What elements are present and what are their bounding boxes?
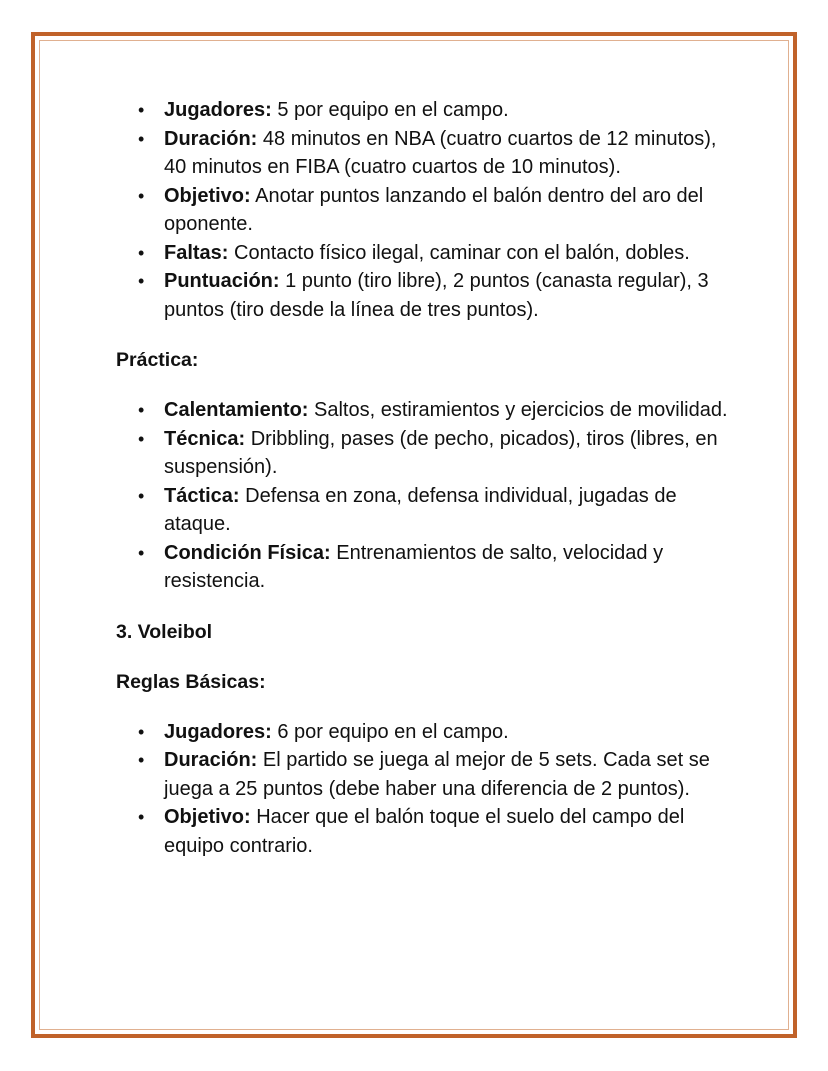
item-label: Objetivo:: [164, 806, 251, 828]
item-text: Saltos, estiramientos y ejercicios de movilidad.: [308, 399, 728, 421]
item-text: 6 por equipo en el campo.: [271, 720, 509, 743]
section-heading-practica: Práctica:: [116, 349, 199, 371]
item-label: Táctica:: [164, 484, 240, 507]
item-label: Condición Física:: [164, 541, 331, 564]
list-item: [116, 239, 736, 268]
list-item: [116, 396, 736, 425]
item-label: Duración:: [164, 749, 258, 771]
section-heading-voleibol: 3. Voleibol: [116, 620, 213, 643]
item-text: Defensa en zona, defensa individual, jugadas de ataque.: [164, 484, 677, 535]
list-item: [116, 746, 736, 803]
list-item: [116, 539, 736, 596]
item-label: Jugadores:: [164, 99, 272, 121]
item-text: Dribbling, pases (de pecho, picados), tiros (libres, en suspensión).: [164, 427, 718, 478]
volleyball-rules-list: [116, 718, 736, 861]
list-item: [116, 425, 736, 482]
item-label: Técnica:: [164, 427, 246, 450]
list-item: [116, 182, 736, 239]
item-text: Hacer que el balón toque el suelo del campo del equipo contrario.: [164, 806, 685, 857]
item-label: Faltas:: [164, 241, 229, 264]
item-label: Objetivo:: [164, 184, 251, 207]
item-label: Puntuación:: [164, 270, 280, 292]
basketball-rules-list: [116, 96, 736, 324]
item-text: 48 minutos en NBA (cuatro cuartos de 12 minutos), 40 minutos en FIBA (cuatro cuartos de 10 minutos).: [164, 127, 717, 178]
list-item: [116, 803, 736, 860]
item-text: Anotar puntos lanzando el balón dentro del aro del oponente.: [164, 184, 704, 235]
item-text: Contacto físico ilegal, caminar con el balón, dobles.: [228, 241, 690, 264]
section-heading-reglas: Reglas Básicas:: [116, 670, 266, 693]
item-label: Duración:: [164, 127, 258, 150]
list-item: [116, 96, 736, 125]
list-item: [116, 482, 736, 539]
item-label: Calentamiento:: [164, 399, 309, 421]
list-item: [116, 718, 736, 747]
item-text: El partido se juega al mejor de 5 sets. Cada set se juega a 25 puntos (debe haber una diferencia de 2 puntos).: [164, 749, 710, 800]
practice-list: [116, 396, 736, 596]
item-text: Entrenamientos de salto, velocidad y resistencia.: [164, 541, 664, 592]
item-text: 5 por equipo en el campo.: [271, 99, 509, 121]
document-content: [116, 96, 736, 860]
item-label: Jugadores:: [164, 720, 272, 743]
list-item: [116, 125, 736, 182]
item-text: 1 punto (tiro libre), 2 puntos (canasta regular), 3 puntos (tiro desde la línea de tres puntos).: [164, 270, 709, 321]
list-item: [116, 267, 736, 324]
